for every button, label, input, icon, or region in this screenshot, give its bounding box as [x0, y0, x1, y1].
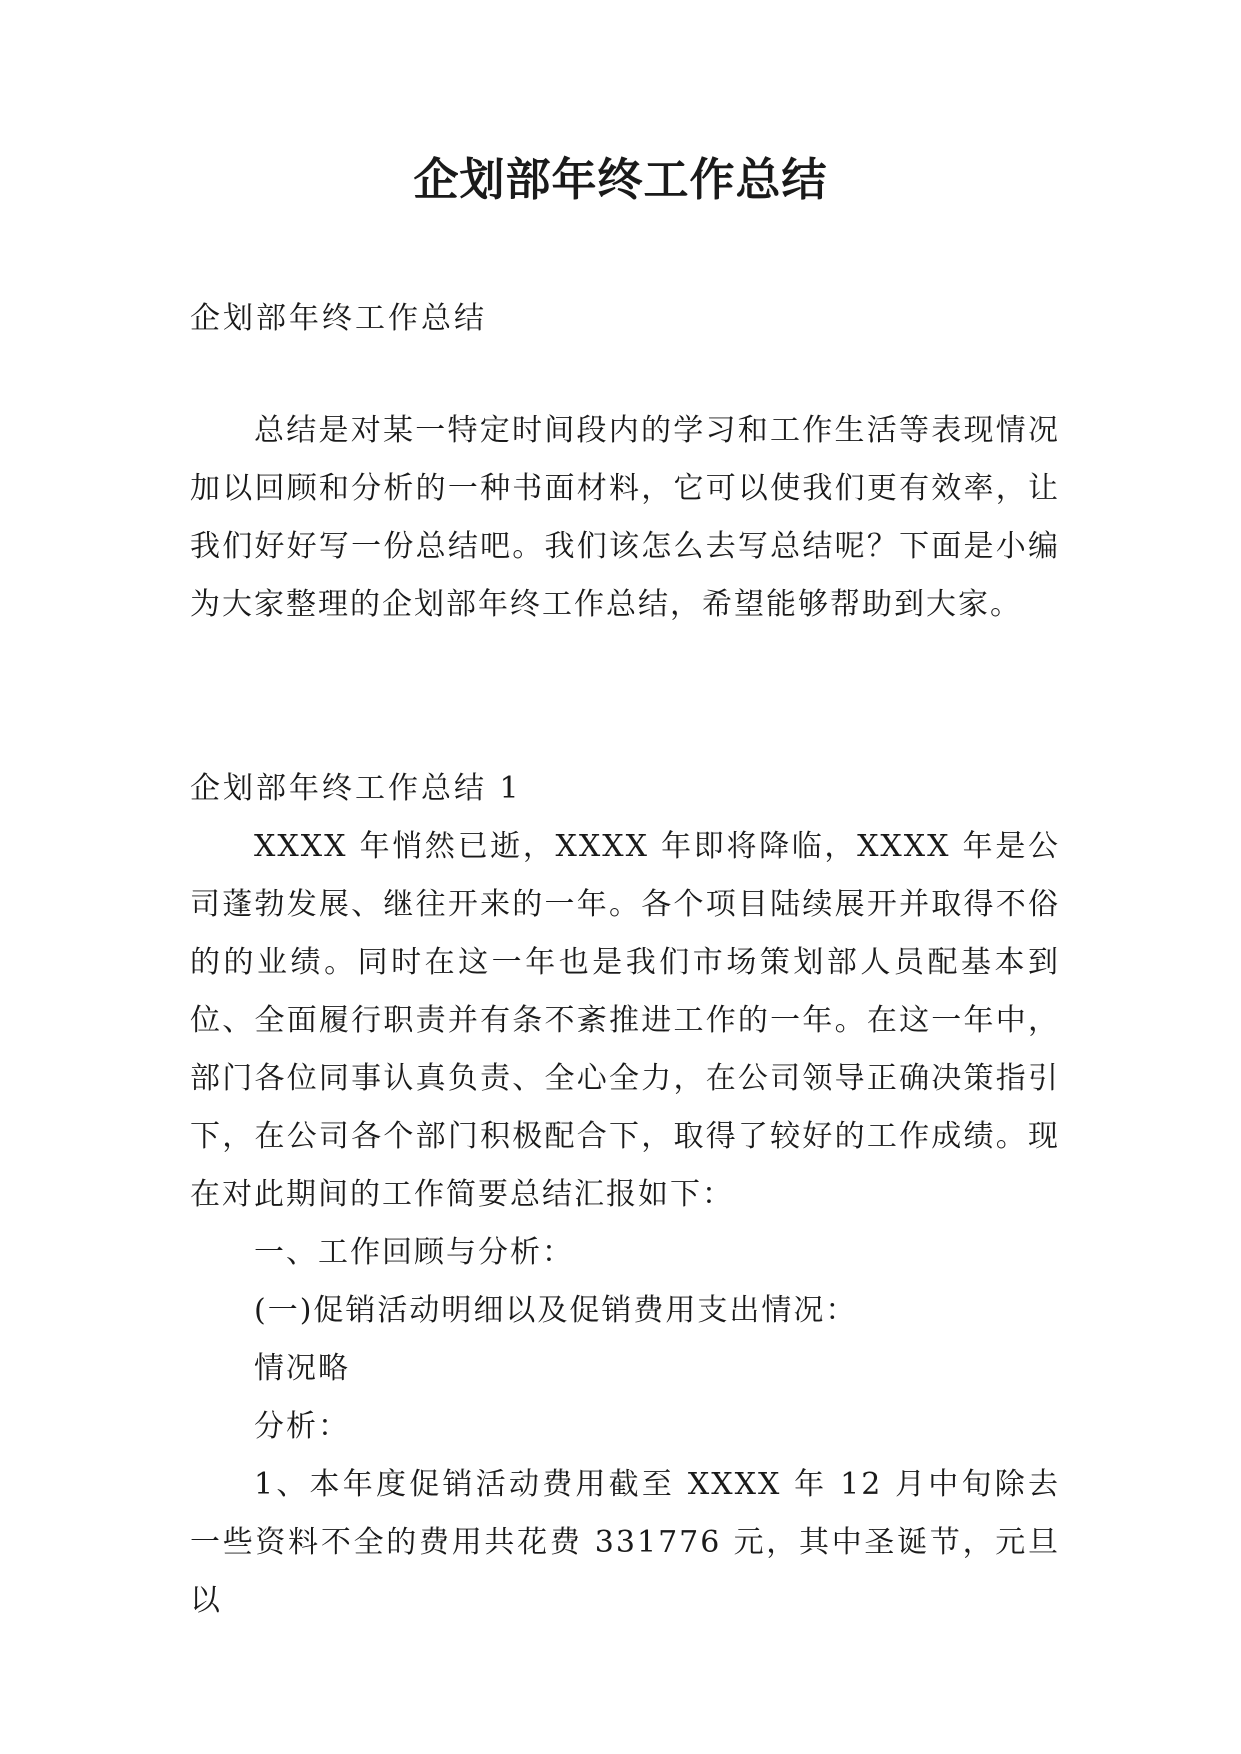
intro-paragraph: 总结是对某一特定时间段内的学习和工作生活等表现情况加以回顾和分析的一种书面材料，它可以使我们更有效率，让我们好好写一份总结吧。我们该怎么去写总结呢？下面是小编为大家整理的企划部年终工作总结，希望能够帮助到大家。 — [190, 413, 1060, 622]
section-1 — [190, 760, 1060, 1630]
section-1-paragraph-1: XXXX 年悄然已逝，XXXX 年即将降临，XXXX 年是公司蓬勃发展、继往开来的一年。各个项目陆续展开并取得不俗的的业绩。同时在这一年也是我们市场策划部人员配基本到位、全面履行职责并有条不紊推进工作的一年。在这一年中，部门各位同事认真负责、全心全力，在公司领导正确决策指引下，在公司各个部门积极配合下，取得了较好的工作成绩。现在对此期间的工作简要总结汇报如下： — [190, 829, 1060, 1212]
section-1-paragraph-6: 1、本年度促销活动费用截至 XXXX 年 12 月中旬除去一些资料不全的费用共花费 331776 元，其中圣诞节，元旦以 — [190, 1467, 1060, 1618]
document-subtitle: 企划部年终工作总结 — [190, 301, 487, 336]
document-title: 企划部年终工作总结 — [413, 153, 828, 206]
section-1-paragraph-2: 一、工作回顾与分析： — [254, 1235, 574, 1270]
section-1-paragraph-5: 分析： — [254, 1409, 350, 1444]
section-1-heading: 企划部年终工作总结 1 — [190, 771, 522, 806]
section-1-paragraph-3: (一)促销活动明细以及促销费用支出情况： — [254, 1293, 858, 1328]
section-1-paragraph-4: 情况略 — [254, 1351, 350, 1386]
